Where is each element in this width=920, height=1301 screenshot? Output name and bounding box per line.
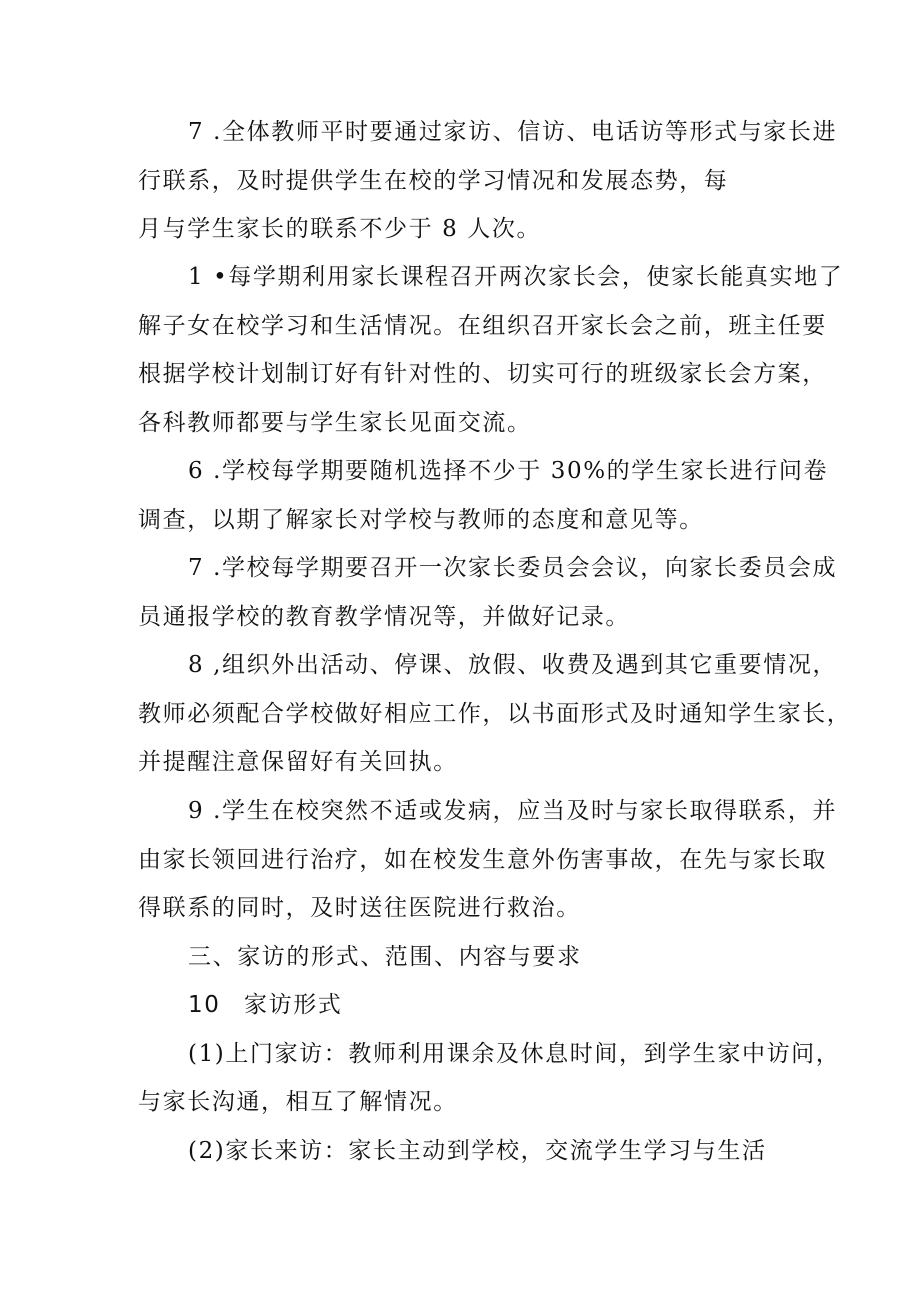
paragraph-line: 7 .全体教师平时要通过家访、信访、电话访等形式与家长进 <box>188 119 838 145</box>
paragraph-line: 解子女在校学习和生活情况。在组织召开家长会之前，班主任要 <box>138 313 827 339</box>
paragraph-line: 行联系，及时提供学生在校的学习情况和发展态势，每 <box>138 168 729 194</box>
paragraph-line: 调查，以期了解家长对学校与教师的态度和意见等。 <box>138 507 704 533</box>
paragraph-line: 得联系的同时，及时送往医院进行救治。 <box>138 895 581 921</box>
paragraph-line: 员通报学校的教育教学情况等，并做好记录。 <box>138 604 630 630</box>
paragraph-line: 教师必须配合学校做好相应工作，以书面形式及时通知学生家长， <box>138 701 852 727</box>
subheading-text: 家访形式 <box>244 992 343 1018</box>
paragraph-line: 1 •每学期利用家长课程召开两次家长会，使家长能真实地了 <box>188 264 844 290</box>
subheading <box>188 990 342 1020</box>
list-item-line: (1)上门家访：教师利用课余及休息时间，到学生家中访问， <box>188 1041 841 1067</box>
paragraph-line: 并提醒注意保留好有关回执。 <box>138 749 458 775</box>
paragraph-line: 6 .学校每学期要随机选择不少于 30%的学生家长进行问卷 <box>188 458 829 484</box>
paragraph-line: 7 .学校每学期要召开一次家长委员会会议，向家长委员会成 <box>188 555 838 581</box>
subheading-number: 10 <box>188 992 221 1018</box>
list-item-line: 与家长沟通，相互了解情况。 <box>138 1089 458 1115</box>
paragraph-line: 8 ,组织外出活动、停课、放假、收费及遇到其它重要情况， <box>188 652 838 678</box>
paragraph-line: 月与学生家长的联系不少于 8 人次。 <box>138 216 542 242</box>
list-item-line: (2)家长来访：家长主动到学校，交流学生学习与生活 <box>188 1138 767 1164</box>
paragraph-line: 根据学校计划制订好有针对性的、切实可行的班级家长会方案， <box>138 361 827 387</box>
paragraph-line: 各科教师都要与学生家长见面交流。 <box>138 410 532 436</box>
paragraph-line: 由家长领回进行治疗，如在校发生意外伤害事故，在先与家长取 <box>138 847 827 873</box>
section-heading: 三、家访的形式、范围、内容与要求 <box>188 944 582 970</box>
paragraph-line: 9 .学生在校突然不适或发病，应当及时与家长取得联系，并 <box>188 798 838 824</box>
